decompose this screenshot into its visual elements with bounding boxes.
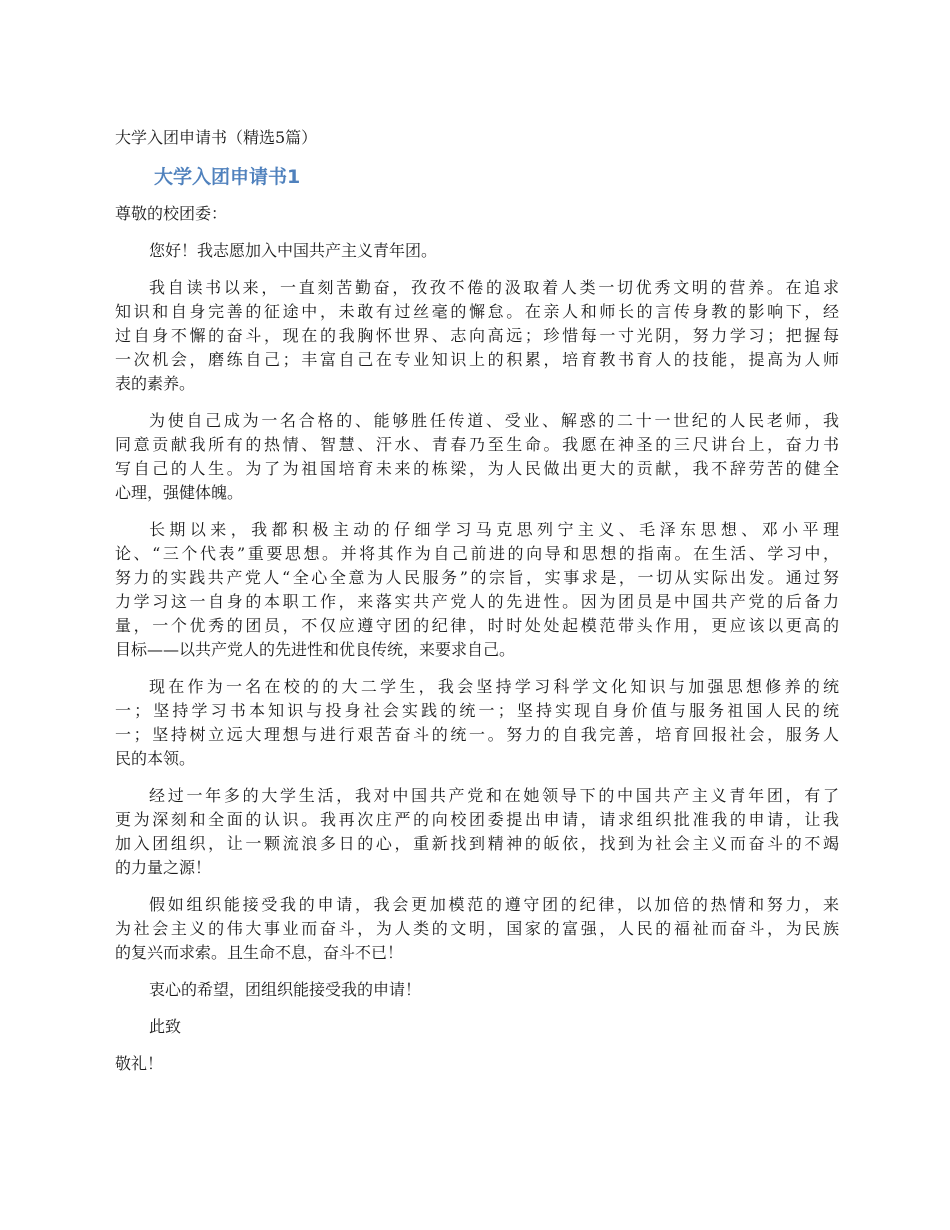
paragraph-line: 努力的实践共产党人“全心全意为人民服务”的宗旨，实事求是，一切从实际出发。通过努 — [115, 568, 839, 587]
paragraph-4 — [115, 675, 839, 771]
document-title: 大学入团申请书（精选5篇） — [115, 128, 318, 147]
paragraph-line: 的复兴而求索。且生命不息，奋斗不已！ — [115, 943, 404, 962]
paragraph-1 — [115, 276, 839, 396]
closing-hope: 衷心的希望，团组织能接受我的申请！ — [149, 980, 422, 999]
paragraph-line: 民的本领。 — [115, 749, 196, 768]
paragraph-line: 长期以来，我都积极主动的仔细学习马克思列宁主义、毛泽东思想、邓小平理 — [149, 520, 839, 539]
paragraph-line: 论、“三个代表”重要思想。并将其作为自己前进的向导和思想的指南。在生活、学习中， — [115, 544, 839, 563]
paragraph-line: 现在作为一名在校的的大二学生，我会坚持学习科学文化知识与加强思想修养的统 — [149, 677, 839, 696]
paragraph-line: 一；坚持学习书本知识与投身社会实践的统一；坚持实现自身价值与服务祖国人民的统 — [115, 701, 839, 720]
paragraph-2 — [115, 409, 839, 505]
paragraph-line: 一；坚持树立远大理想与进行艰苦奋斗的统一。努力的自我完善，培育回报社会，服务人 — [115, 725, 839, 744]
salutation: 尊敬的校团委： — [115, 204, 228, 223]
paragraph-line: 为社会主义的伟大事业而奋斗，为人类的文明，国家的富强，人民的福祉而奋斗，为民族 — [115, 919, 839, 938]
paragraph-line: 我自读书以来，一直刻苦勤奋，孜孜不倦的汲取着人类一切优秀文明的营养。在追求 — [149, 278, 839, 297]
section-heading: 大学入团申请书1 — [154, 166, 301, 188]
paragraph-3 — [115, 518, 839, 662]
paragraph-line: 过自身不懈的奋斗，现在的我胸怀世界、志向高远；珍惜每一寸光阴，努力学习；把握每 — [115, 326, 839, 345]
paragraph-line: 一次机会，磨练自己；丰富自己在专业知识上的积累，培育教书育人的技能，提高为人师 — [115, 350, 839, 369]
paragraph-line: 目标——以共产党人的先进性和优良传统，来要求自己。 — [115, 640, 516, 659]
paragraph-line: 加入团组织，让一颗流浪多日的心，重新找到精神的皈依，找到为社会主义而奋斗的不竭 — [115, 834, 839, 853]
greeting: 您好！我志愿加入中国共产主义青年团。 — [149, 241, 438, 260]
paragraph-6 — [115, 893, 839, 965]
paragraph-line: 心理，强健体魄。 — [115, 483, 244, 502]
paragraph-line: 同意贡献我所有的热情、智慧、汗水、青春乃至生命。我愿在神圣的三尺讲台上，奋力书 — [115, 435, 839, 454]
paragraph-5 — [115, 784, 839, 880]
paragraph-line: 量，一个优秀的团员，不仅应遵守团的纪律，时时处处起模范带头作用，更应该以更高的 — [115, 616, 839, 635]
closing-ci: 此致 — [149, 1017, 182, 1036]
closing-li: 敬礼！ — [115, 1054, 164, 1073]
paragraph-line: 更为深刻和全面的认识。我再次庄严的向校团委提出申请，请求组织批准我的申请，让我 — [115, 810, 839, 829]
paragraph-line: 为使自己成为一名合格的、能够胜任传道、受业、解惑的二十一世纪的人民老师，我 — [149, 411, 839, 430]
paragraph-line: 力学习这一自身的本职工作，来落实共产党人的先进性。因为团员是中国共产党的后备力 — [115, 592, 839, 611]
paragraph-line: 的力量之源！ — [115, 858, 212, 877]
paragraph-line: 知识和自身完善的征途中，未敢有过丝毫的懈怠。在亲人和师长的言传身教的影响下，经 — [115, 302, 839, 321]
paragraph-line: 写自己的人生。为了为祖国培育未来的栋梁，为人民做出更大的贡献，我不辞劳苦的健全 — [115, 459, 839, 478]
paragraph-line: 假如组织能接受我的申请，我会更加模范的遵守团的纪律，以加倍的热情和努力，来 — [149, 895, 839, 914]
paragraph-line: 经过一年多的大学生活，我对中国共产党和在她领导下的中国共产主义青年团，有了 — [149, 786, 839, 805]
paragraph-line: 表的素养。 — [115, 374, 196, 393]
letter-body — [115, 202, 839, 1076]
